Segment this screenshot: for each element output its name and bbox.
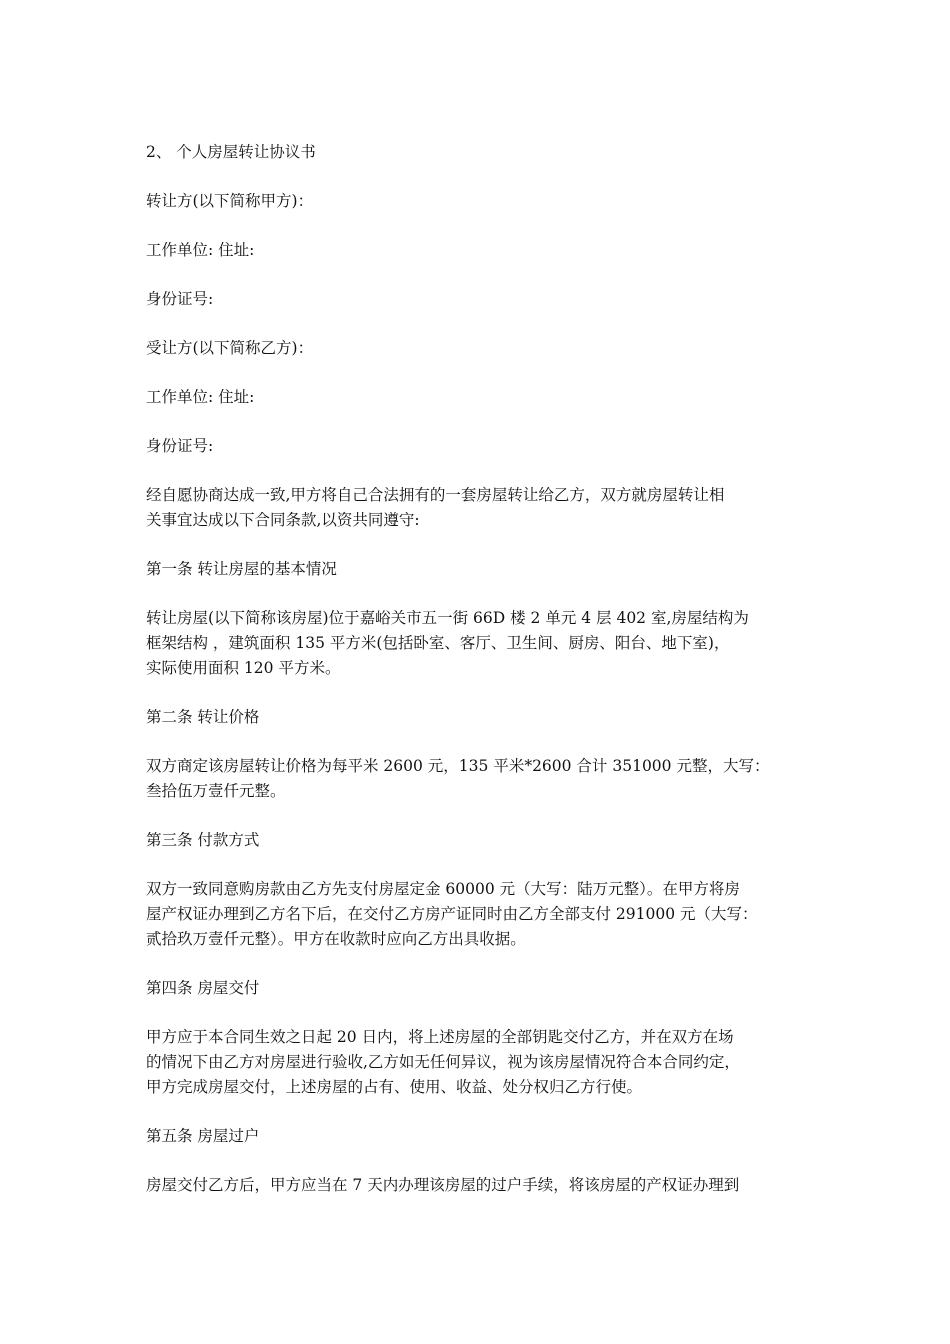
- article-3-body: [146, 877, 806, 952]
- intro-line: 关事宜达成以下合同条款,以资共同遵守:: [146, 511, 420, 529]
- article-4-heading: 第四条 房屋交付: [146, 979, 260, 997]
- article-1-heading: 第一条 转让房屋的基本情况: [146, 560, 337, 578]
- document-title: 2、 个人房屋转让协议书: [146, 143, 316, 161]
- transferee-id-line: 身份证号:: [146, 437, 214, 455]
- article-4-body: [146, 1025, 806, 1100]
- transferor-line: 转让方(以下简称甲方)：: [146, 192, 314, 210]
- article-5-body: [146, 1173, 806, 1198]
- article-1-line: 实际使用面积 120 平方米。: [146, 659, 341, 677]
- transferee-line: 受让方(以下简称乙方)：: [146, 339, 314, 357]
- article-1-line: 转让房屋(以下简称该房屋)位于嘉峪关市五一街 66D 楼 2 单元 4 层 402 室,房屋结构为: [146, 609, 749, 627]
- intro-paragraph: [146, 483, 806, 533]
- article-3-line: 贰拾玖万壹仟元整）。甲方在收款时应向乙方出具收据。: [146, 930, 526, 948]
- transferor-work-line: 工作单位: 住址:: [146, 241, 255, 259]
- intro-line: 经自愿协商达成一致,甲方将自己合法拥有的一套房屋转让给乙方，双方就房屋转让相: [146, 486, 725, 504]
- article-1-line: 框架结构 ，建筑面积 135 平方米(包括卧室、客厅、卫生间、厨房、阳台、地下室)，: [146, 634, 730, 652]
- article-2-line: 叁拾伍万壹仟元整。: [146, 782, 286, 800]
- article-5-line: 房屋交付乙方后，甲方应当在 7 天内办理该房屋的过户手续，将该房屋的产权证办理到: [146, 1176, 740, 1194]
- transferee-work-line: 工作单位: 住址:: [146, 388, 255, 406]
- article-3-heading: 第三条 付款方式: [146, 831, 260, 849]
- article-2-body: [146, 754, 806, 804]
- article-4-line: 甲方应于本合同生效之日起 20 日内，将上述房屋的全部钥匙交付乙方，并在双方在场: [146, 1028, 734, 1046]
- article-5-heading: 第五条 房屋过户: [146, 1127, 260, 1145]
- article-4-line: 甲方完成房屋交付，上述房屋的占有、使用、收益、处分权归乙方行使。: [146, 1078, 643, 1096]
- article-2-line: 双方商定该房屋转让价格为每平米 2600 元，135 平米*2600 合计 351000 元整，大写：: [146, 757, 770, 775]
- article-3-line: 双方一致同意购房款由乙方先支付房屋定金 60000 元（大写：陆万元整）。在甲方将房: [146, 880, 740, 898]
- article-1-body: [146, 606, 806, 681]
- transferor-id-line: 身份证号:: [146, 290, 214, 308]
- article-2-heading: 第二条 转让价格: [146, 708, 260, 726]
- article-4-line: 的情况下由乙方对房屋进行验收,乙方如无任何异议，视为该房屋情况符合本合同约定，: [146, 1053, 740, 1071]
- article-3-line: 屋产权证办理到乙方名下后，在交付乙方房产证同时由乙方全部支付 291000 元（大写：: [146, 905, 758, 923]
- document-content: [146, 140, 806, 1222]
